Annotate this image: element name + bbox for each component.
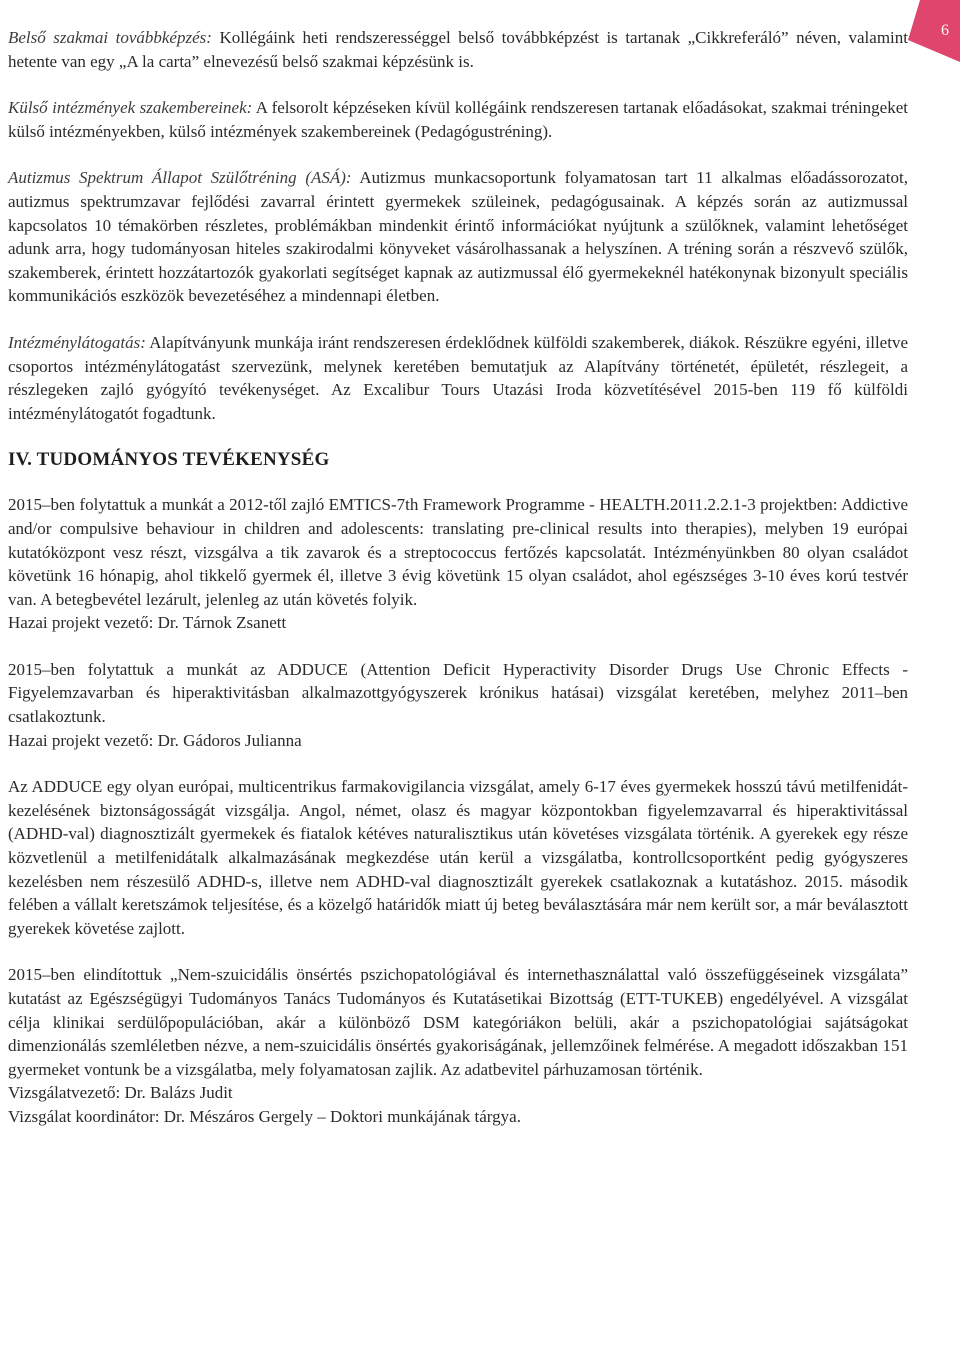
paragraph-adduce: 2015–ben folytattuk a munkát az ADDUCE (Attention Deficit Hyperactivity Disorder Drugs Use Chronic Effects - Figyelemzavarban és hiperaktivitásban alkalmazottgyógyszerek krónikus hatásai) vizsgálat keretében, melyhez 2011–ben csatlakoztunk. — [8, 659, 908, 727]
document-page — [8, 26, 908, 1129]
suicidal-study-leader: Vizsgálatvezető: Dr. Balázs Judit — [8, 1083, 233, 1103]
text-visits: Alapítványunk munkája iránt rendszeresen érdeklődnek külföldi szakemberek, diákok. Részükre egyéni, illetve csoportos intézménylátogatást szervezünk, melynek keretében bemutatjuk az Alapítvány történetét, épületét, részlegeit, a részlegeken zajló gyógyító tevékenységet. Az Excalibur Tours Utazási Iroda közvetítésével 2015-ben 119 fő külföldi intézménylátogatót fogadtunk. — [8, 332, 908, 423]
text-asa: Autizmus munkacsoportunk folyamatosan tart 11 alkalmas előadássorozatot, autizmus spektrumzavar fejlődési zavarral érintett gyermekek szüleinek, pedagógusainak. A képzés során az autizmussal kapcsolatos 10 témakörben részletes, problémákban mindenkit érintő információkat nyújtunk a szülőknek, valamint lehetőséget adunk arra, hogy tudományosan hiteles szakirodalmi könyveket vásárolhassanak a helyszínen. A tréning során a részvevő szülők, szakemberek, érintett hozzátartozók gyakorlati segítséget kapnak az autizmussal élő gyermekeknél hatékonynak bizonyult speciális kommunikációs eszközök bevezetéséhez a mindennapi életben. — [8, 168, 908, 306]
adduce-leader: Hazai projekt vezető: Dr. Gádoros Julianna — [8, 730, 302, 750]
suicidal-study-coordinator: Vizsgálat koordinátor: Dr. Mészáros Gergely – Doktori munkájának tárgya. — [8, 1106, 521, 1126]
page-number: 6 — [941, 22, 949, 39]
emtics-leader: Hazai projekt vezető: Dr. Tárnok Zsanett — [8, 613, 287, 633]
paragraph-emtics: 2015–ben folytattuk a munkát a 2012-től zajló EMTICS-7th Framework Programme - HEALTH.2011.2.2.1-3 projektben: Addictive and/or compulsive behaviour in children and adolescents: translating pre-clinical results into therapies), melyben 19 európai kutatóközpont vesz részt, vizsgálva a tik zavarok és a streptococcus fertőzés kapcsolatát. Intézményünkben 80 olyan családot követünk 16 hónapig, ahol tikkelő gyermek él, illetve 3 évig követünk 15 olyan családot, ahol egészséges 3-10 éves korú testvér van. A betegbevétel lezárult, jelenleg az után követés folyik. — [8, 495, 908, 609]
text-external-training: A felsorolt képzéseken kívül kollégáink rendszeresen tartanak előadásokat, szakmai tréningeket külső intézményekben, külső intézmények szakembereinek (Pedagógustréning). — [8, 98, 908, 141]
paragraph-suicidal-study: 2015–ben elindítottuk „Nem-szuicidális önsértés pszichopatológiával és internethasználattal való összefüggéseinek vizsgálata” kutatást az Egészségügyi Tudományos Tanács Tudományos és Kutatásetikai Bizottság (ETT-TUKEB) engedélyével. A vizsgálat célja klinikai serdülőpopulációban, akár a különböző DSM kategóriákon belüli, akár a pszichopatológiai sajátságokat dimenzionálás szemléletben nézve, a nem-szuicidális önsértés gyakoriságának, jellemzőinek felmérése. A megadott időszakban 151 gyermeket vontunk be a vizsgálatba, mely folyamatosan zajlik. Az adatbevitel párhuzamosan történik. — [8, 965, 908, 1079]
paragraph-visits — [8, 331, 908, 425]
paragraph-adduce-description: Az ADDUCE egy olyan európai, multicentrikus farmakovigilancia vizsgálat, amely 6-17 éves gyermekek hosszú távú metilfenidát-kezelésének biztonságosságát vizsgálja. Angol, német, olasz és magyar központokban figyelemzavarral és hiperaktivitással (ADHD-val) diagnosztizált gyermekek és fiatalok kétéves naturalisztikus után követéses vizsgálata történik. A gyerekek egy része közvetlenül a metilfenidátalk alkalmazásának megkezdése után kerül a vizsgálatba, kontrollcsoportként pedig gyógyszeres kezelésben nem részesülő ADHD-s, illetve nem ADHD-val diagnosztizált gyerekek csatlakoznak a kutatáshoz. 2015. második felében a vállalt keretszámok teljesítése, és a közelgő határidők miatt új beteg beválasztására már nem került sor, a már beválasztott gyerekek követése zajlott. — [8, 777, 908, 938]
paragraph-external-training — [8, 96, 908, 143]
paragraph-internal-training — [8, 26, 908, 73]
section-heading: IV. TUDOMÁNYOS TEVÉKENYSÉG — [8, 449, 330, 471]
text-internal-training: Kollégáink heti rendszerességgel belső továbbképzést is tartanak „Cikkreferáló” néven, valamint hetente van egy „A la carta” elnevezésű belső szakmai képzésünk is. — [8, 28, 908, 71]
lead-external-training: Külső intézmények szakembereinek: — [8, 98, 253, 118]
paragraph-asa — [8, 166, 908, 308]
lead-internal-training: Belső szakmai továbbképzés: — [8, 28, 212, 47]
lead-visits: Intézménylátogatás: — [8, 332, 146, 352]
lead-asa: Autizmus Spektrum Állapot Szülőtréning (ASÁ): — [8, 168, 352, 188]
